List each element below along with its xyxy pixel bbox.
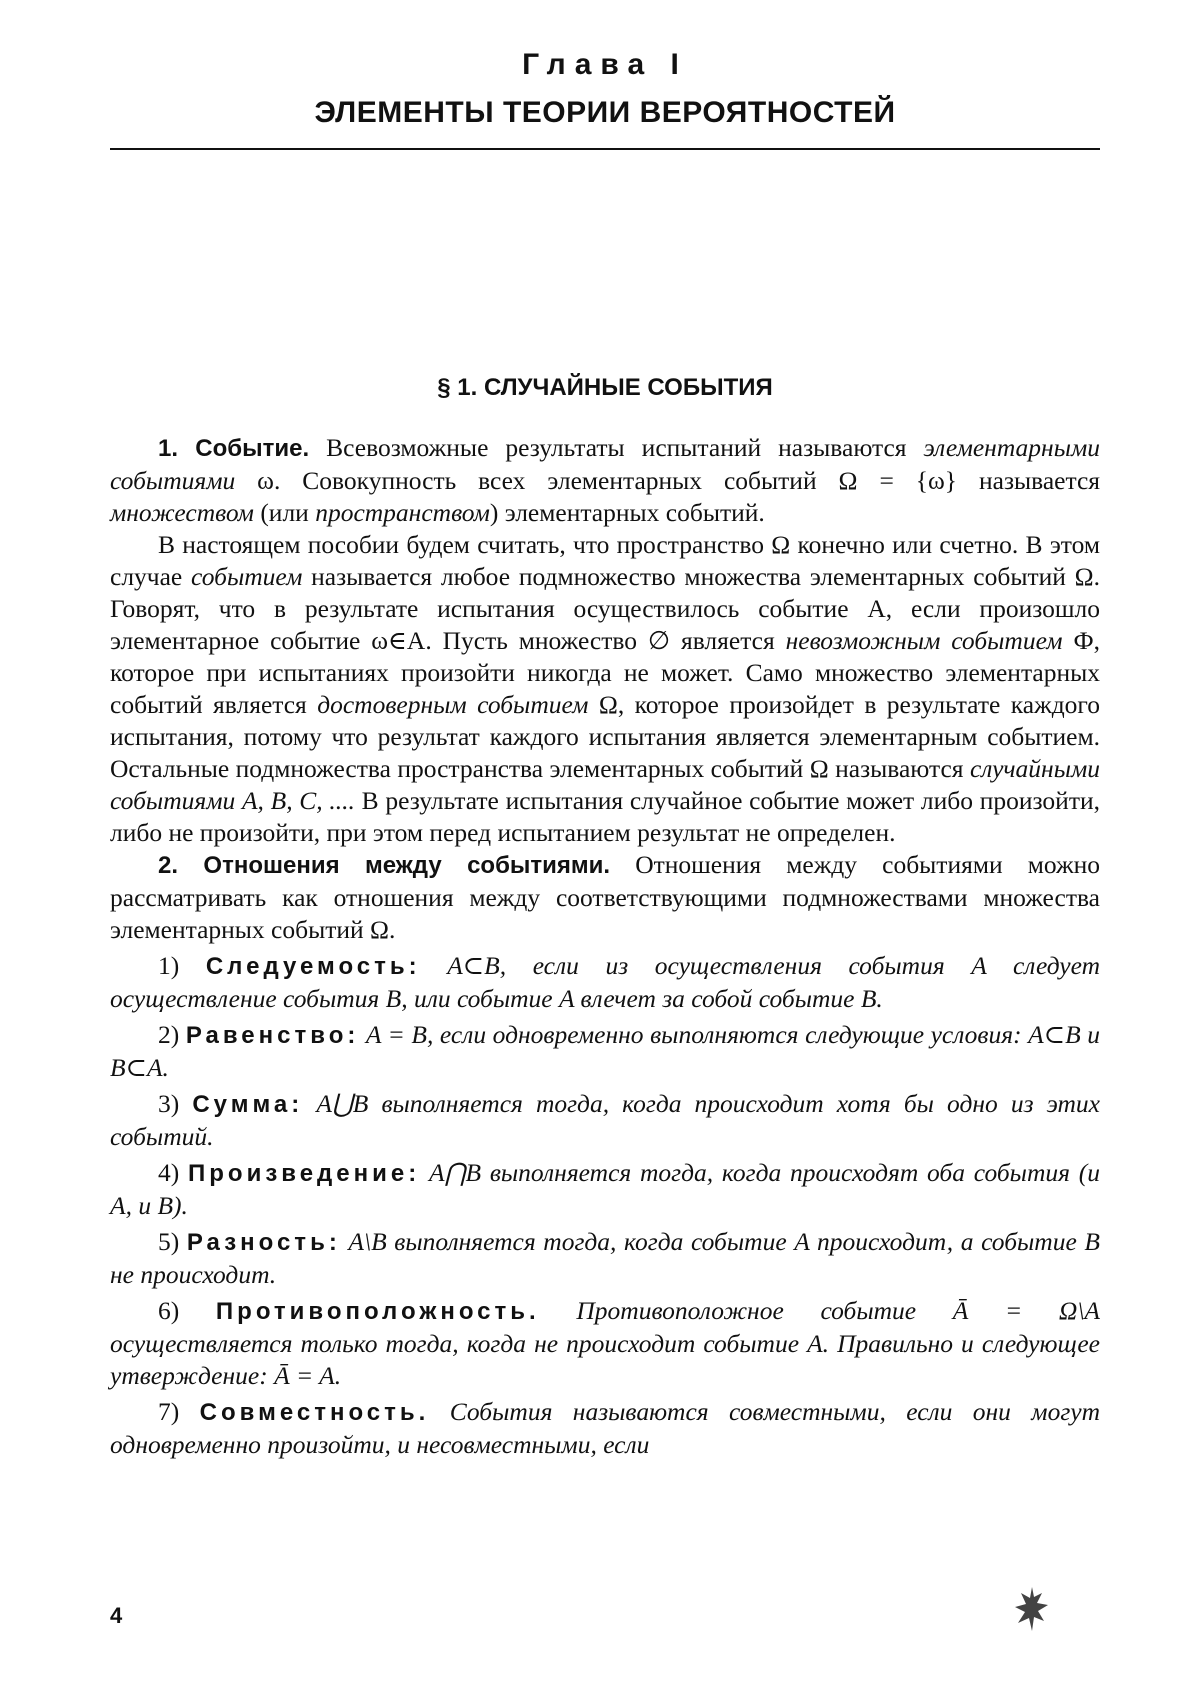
book-page <box>110 0 1100 1689</box>
text-run: В результате испытания случайное событие может либо произойти, либо не произойти, при этом перед испытанием результат не определен. <box>110 786 1100 847</box>
item-number: 7) <box>158 1397 200 1426</box>
term: элементарными событиями <box>110 433 1100 495</box>
paragraph-event <box>110 432 1100 529</box>
item-number: 6) <box>158 1296 216 1325</box>
term: случайными событиями A, B, C, .... <box>110 754 1100 815</box>
item-name: Произведение: <box>188 1160 421 1187</box>
item-text: A = B, если одновременно выполняются следующие условия: A⊂B и B⊂A. <box>110 1020 1100 1082</box>
item-text: События называются совместными, если они могут одновременно произойти, и несовместными, если <box>110 1397 1101 1459</box>
item-name: Совместность. <box>199 1399 430 1426</box>
text-run: В настоящем пособии будем считать, что пространство Ω конечно или счетно. В этом случае <box>110 530 1100 591</box>
item-text: A⋃B выполняется тогда, когда происходит хотя бы одно из этих событий. <box>110 1089 1100 1151</box>
item-name: Сумма: <box>192 1091 304 1118</box>
item-name: Следуемость: <box>205 953 421 980</box>
list-item <box>110 1088 1100 1153</box>
text-run: ω. Совокупность всех элементарных событий Ω = {ω} называется <box>235 466 1100 495</box>
paragraph-space <box>110 529 1100 849</box>
chapter-title: ЭЛЕМЕНТЫ ТЕОРИИ ВЕРОЯТНОСТЕЙ <box>314 96 896 129</box>
item-text: A\B выполняется тогда, когда событие A происходит, а событие B не происходит. <box>110 1227 1100 1289</box>
list-item <box>110 1157 1100 1222</box>
term: пространством <box>315 498 490 527</box>
section-title: § 1. СЛУЧАЙНЫЕ СОБЫТИЯ <box>437 374 773 401</box>
page-number: 4 <box>110 1603 123 1628</box>
list-item <box>110 950 1100 1015</box>
ink-smudge <box>1012 1585 1052 1633</box>
list-item <box>110 1295 1100 1392</box>
term: невозможным событием <box>785 626 1063 655</box>
header-rule <box>110 148 1100 150</box>
list-item <box>110 1396 1100 1461</box>
text-run: ) элементарных событий. <box>489 498 765 527</box>
item-text: A⊂B, если из осуществления события A следует осуществление события B, или событие A влечет за собой событие B. <box>110 951 1101 1013</box>
item-text: Противоположное событие Ā = Ω\A осуществляется только тогда, когда не происходит событие A. Правильно и следующее утверждение: Ā = A. <box>110 1296 1100 1390</box>
item-name: Равенство: <box>185 1022 360 1049</box>
list-item <box>110 1019 1100 1084</box>
term: достоверным событием <box>317 690 589 719</box>
item-number: 3) <box>158 1089 193 1118</box>
item-name: Противоположность. <box>215 1298 540 1325</box>
list-item <box>110 1226 1100 1291</box>
text-run: называется любое подмножество множества элементарных событий Ω. Говорят, что в результате испытания осуществилось событие A, если произошло элементарное событие ω∈A. Пусть множество ∅ является <box>110 562 1100 655</box>
text-run: Ω, которое произойдет в результате каждого испытания, потому что результат каждого испытания является элементарным событием. Остальные подмножества пространства элементарных событий Ω называются <box>110 690 1100 783</box>
paragraph-heading: 2. Отношения между событиями. <box>158 852 611 879</box>
item-number: 1) <box>158 951 206 980</box>
text-run: Всевозможные результаты испытаний называются <box>309 433 924 462</box>
item-text: A⋂B выполняется тогда, когда происходят оба события (и A, и B). <box>110 1158 1100 1220</box>
chapter-label: Глава I <box>522 48 688 81</box>
term: множеством <box>110 498 254 527</box>
item-number: 2) <box>158 1020 186 1049</box>
paragraph-heading: 1. Событие. <box>158 435 310 462</box>
text-run: (или <box>253 498 316 527</box>
item-number: 4) <box>158 1158 189 1187</box>
text-run: Ф, которое при испытаниях произойти никогда не может. Само множество элементарных событий является <box>110 626 1100 719</box>
item-number: 5) <box>158 1227 187 1256</box>
item-name: Разность: <box>186 1229 341 1256</box>
text-run: Отношения между событиями можно рассматривать как отношения между соответствующими подмножествами множества элементарных событий Ω. <box>110 850 1100 944</box>
term: событием <box>191 562 303 591</box>
paragraph-relations <box>110 849 1100 946</box>
body-text <box>110 432 1100 1461</box>
